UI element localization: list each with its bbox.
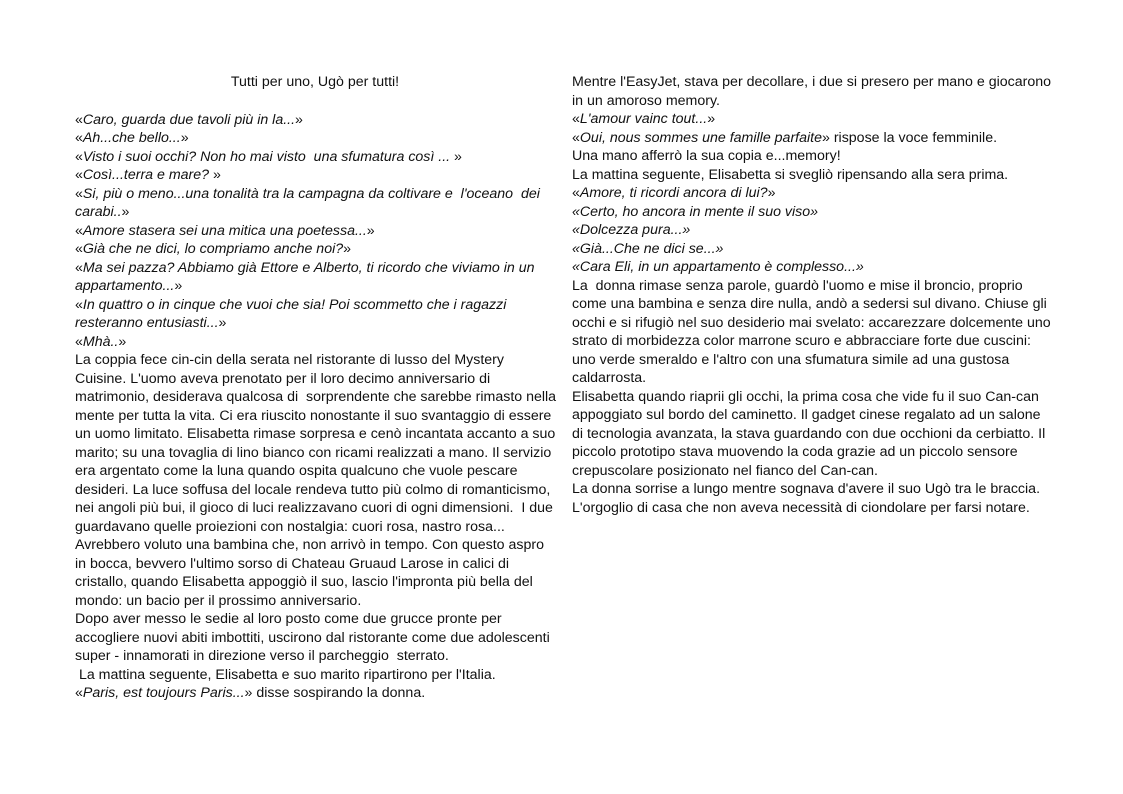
text-line <box>75 629 555 648</box>
narrative-text: super - innamorati in direzione verso il parcheggio sterrato. <box>75 648 449 664</box>
dialogue-text: Si, più o meno...una tonalità tra la campagna da coltivare e l'oceano dei <box>82 185 540 202</box>
text-line <box>75 222 555 241</box>
narrative-text: » <box>121 204 130 220</box>
narrative-text: La donna rimase senza parole, guardò l'uomo e mise il broncio, proprio <box>572 277 1023 294</box>
narrative-text: occhi e si rifugiò nel suo desiderio mai svelato: accarezzare dolcemente uno <box>572 314 1051 331</box>
narrative-text: cristallo, quando Elisabetta appoggiò il suo, lascio l'impronta più bella del <box>75 574 533 590</box>
narrative-text: » <box>454 148 462 165</box>
dialogue-text: appartamento... <box>75 278 175 294</box>
dialogue-text: «Cara Eli, in un appartamento è complesso...» <box>572 259 864 275</box>
narrative-text: La mattina seguente, Elisabetta e suo marito ripartirono per l'Italia. <box>75 666 496 683</box>
narrative-text: era argentato come la luna quando ospita qualcuno che vuole pescare <box>75 463 518 479</box>
text-line <box>75 314 555 333</box>
left-column-text <box>75 111 555 703</box>
text-line <box>75 684 555 703</box>
text-line <box>75 129 555 148</box>
dialogue-text: «Dolcezza pura...» <box>572 222 691 238</box>
text-line <box>572 221 1057 240</box>
text-line <box>75 259 555 278</box>
narrative-text: nei angoli più bui, il gioco di luci realizzavano cuori di ogni dimensioni. I due <box>75 500 553 516</box>
dialogue-text: Caro, guarda due tavoli più in la... <box>82 111 296 128</box>
dialogue-text: Ah...che bello... <box>82 130 181 146</box>
text-line <box>75 592 555 611</box>
text-line <box>75 555 555 574</box>
text-line <box>572 92 1057 111</box>
narrative-text: « <box>75 333 83 350</box>
narrative-text: matrimonio, desiderava qualcosa di sorprendente che sarebbe rimasto nella <box>75 389 557 405</box>
narrative-text: » <box>343 241 352 257</box>
right-column <box>572 73 1057 517</box>
text-line <box>572 73 1057 92</box>
dialogue-text: resteranno entusiasti... <box>75 315 219 331</box>
narrative-text: « <box>75 148 83 165</box>
text-line <box>75 573 555 592</box>
text-line <box>572 110 1057 129</box>
narrative-text: mente per tutta la vita. Ci era riuscito nonostante il suo svantaggio di essere <box>75 407 552 424</box>
document-title: Tutti per uno, Ugò per tutti! <box>230 74 400 90</box>
text-line <box>572 277 1057 296</box>
text-line <box>75 481 555 500</box>
text-line <box>572 480 1057 499</box>
narrative-text: « <box>75 259 83 276</box>
narrative-text: » <box>180 130 189 146</box>
narrative-text: accogliere nuovi abiti imbottiti, uscirono dal ristorante come due adolescenti <box>75 629 550 646</box>
text-line <box>75 666 555 685</box>
text-line <box>572 240 1057 259</box>
left-column <box>75 73 555 703</box>
text-line <box>572 314 1057 333</box>
narrative-text: caldarrosta. <box>572 370 647 386</box>
narrative-text: La mattina seguente, Elisabetta si svegliò ripensando alla sera prima. <box>572 166 1009 183</box>
narrative-text: strato di morbidezza color marrone scuro e abbracciare forte due cuscini: <box>572 333 1031 349</box>
narrative-text: « <box>75 185 83 202</box>
text-line <box>572 332 1057 351</box>
text-line <box>75 240 555 259</box>
text-line <box>572 425 1057 444</box>
dialogue-text: carabi.. <box>75 204 122 220</box>
text-line <box>75 166 555 185</box>
text-line <box>572 184 1057 203</box>
narrative-text: in bocca, bevvero l'ultimo sorso di Chateau Gruaud Larose in calici di <box>75 555 510 572</box>
narrative-text: « <box>572 185 580 201</box>
narrative-text: » disse sospirando la donna. <box>244 685 426 701</box>
narrative-text: Elisabetta quando riaprii gli occhi, la prima cosa che vide fu il suo Can-can <box>572 388 1039 405</box>
text-line <box>572 166 1057 185</box>
text-line <box>75 370 555 389</box>
narrative-text: » <box>174 278 183 294</box>
dialogue-text: «Già...Che ne dici se...» <box>572 240 724 257</box>
text-line <box>572 499 1057 518</box>
dialogue-text: Visto i suoi occhi? Non ho mai visto una sfumatura così ... <box>82 148 455 165</box>
narrative-text: » rispose la voce femminile. <box>821 129 998 146</box>
narrative-text: desideri. La luce soffusa del locale rendeva tutto più colmo di romanticismo, <box>75 481 551 498</box>
narrative-text: appoggiato sul bordo del caminetto. Il gadget cinese regalato ad un salone <box>572 407 1041 423</box>
narrative-text: « <box>75 296 83 313</box>
narrative-text: « <box>75 241 83 257</box>
narrative-text: « <box>75 111 83 128</box>
text-line <box>75 425 555 444</box>
dialogue-text: L'amour vainc tout... <box>579 111 708 127</box>
narrative-text: » <box>218 315 227 331</box>
text-line <box>75 518 555 537</box>
narrative-text: mondo: un bacio per il prossimo anniversario. <box>75 592 362 609</box>
narrative-text: « <box>572 111 580 127</box>
dialogue-text: «Certo, ho ancora in mente il suo viso» <box>572 203 819 220</box>
narrative-text: Dopo aver messo le sedie al loro posto come due grucce pronte per <box>75 611 502 627</box>
narrative-text: Mentre l'EasyJet, stava per decollare, i due si presero per mano e giocarono <box>572 74 1052 90</box>
dialogue-text: Ma sei pazza? Abbiamo già Ettore e Alberto, ti ricordo che viviamo in un <box>82 259 535 276</box>
narrative-text: uno verde smeraldo e l'altro con una sfumatura simile ad una gustosa <box>572 351 1010 368</box>
narrative-text: « <box>75 130 83 146</box>
text-line <box>572 388 1057 407</box>
narrative-text: Avrebbero voluto una bambina che, non arrivò in tempo. Con questo aspro <box>75 537 545 553</box>
text-line <box>75 351 555 370</box>
text-line <box>572 369 1057 388</box>
dialogue-text: Amore, ti ricordi ancora di lui? <box>579 185 768 201</box>
narrative-text: » <box>118 333 127 350</box>
dialogue-text: Paris, est toujours Paris... <box>82 685 245 701</box>
text-line <box>572 129 1057 148</box>
narrative-text: « <box>572 129 580 146</box>
text-line <box>75 536 555 555</box>
text-line <box>75 647 555 666</box>
text-line <box>572 462 1057 481</box>
narrative-text: in un amoroso memory. <box>572 92 720 109</box>
text-line <box>572 147 1057 166</box>
narrative-text: marito; su una tovaglia di lino bianco con ricami realizzati a mano. Il servizio <box>75 444 552 461</box>
narrative-text: come una bambina e senza dire nulla, andò a sedersi sul divano. Chiuse gli <box>572 296 1047 312</box>
dialogue-text: Mhà.. <box>82 333 119 350</box>
narrative-text: un uomo limitato. Elisabetta rimase sorpresa e cenò incantata accanto a suo <box>75 426 556 442</box>
text-line <box>75 277 555 296</box>
text-line <box>75 111 555 130</box>
text-line <box>75 444 555 463</box>
text-line <box>75 148 555 167</box>
text-line <box>75 610 555 629</box>
text-line <box>75 462 555 481</box>
dialogue-text: Oui, nous sommes une famille parfaite <box>579 129 822 146</box>
narrative-text: piccolo prototipo stava muovendo la coda grazie ad un piccolo sensore <box>572 444 1018 460</box>
text-line <box>572 258 1057 277</box>
narrative-text: La donna sorrise a lungo mentre sognava d'avere il suo Ugò tra le braccia. <box>572 481 1041 497</box>
dialogue-text: Amore stasera sei una mitica una poetessa... <box>82 222 367 239</box>
dialogue-text: Così...terra e mare? <box>82 167 213 183</box>
narrative-text: crepuscolare posizionato nel fianco del Can-can. <box>572 462 879 479</box>
text-line <box>572 295 1057 314</box>
text-line <box>75 185 555 204</box>
text-line <box>572 351 1057 370</box>
narrative-text: di tecnologia avanzata, la stava guardando con due occhioni da cerbiatto. Il <box>572 425 1046 442</box>
narrative-text: » <box>366 222 375 239</box>
narrative-text: » <box>295 111 303 128</box>
dialogue-text: In quattro o in cinque che vuoi che sia! Poi scommetto che i ragazzi <box>82 296 507 313</box>
dialogue-text: Già che ne dici, lo compriamo anche noi? <box>82 241 344 257</box>
narrative-text: L'orgoglio di casa che non aveva necessità di ciondolare per farsi notare. <box>572 499 1030 516</box>
narrative-text: « <box>75 167 83 183</box>
right-column-text <box>572 73 1057 517</box>
text-line <box>572 406 1057 425</box>
text-line <box>75 388 555 407</box>
narrative-text: « <box>75 222 83 239</box>
text-line <box>75 499 555 518</box>
text-line <box>75 203 555 222</box>
narrative-text: » <box>707 111 716 127</box>
text-line <box>75 407 555 426</box>
narrative-text: guardavano quelle proiezioni con nostalgia: cuori rosa, nastro rosa... <box>75 518 505 535</box>
text-line <box>75 333 555 352</box>
narrative-text: « <box>75 685 83 701</box>
narrative-text: La coppia fece cin-cin della serata nel ristorante di lusso del Mystery <box>75 352 504 368</box>
narrative-text: » <box>213 167 221 183</box>
text-line <box>572 443 1057 462</box>
text-line <box>572 203 1057 222</box>
narrative-text: Una mano afferrò la sua copia e...memory! <box>572 148 841 164</box>
narrative-text: » <box>767 185 776 201</box>
text-line <box>75 296 555 315</box>
narrative-text: Cuisine. L'uomo aveva prenotato per il loro decimo anniversario di <box>75 370 491 387</box>
